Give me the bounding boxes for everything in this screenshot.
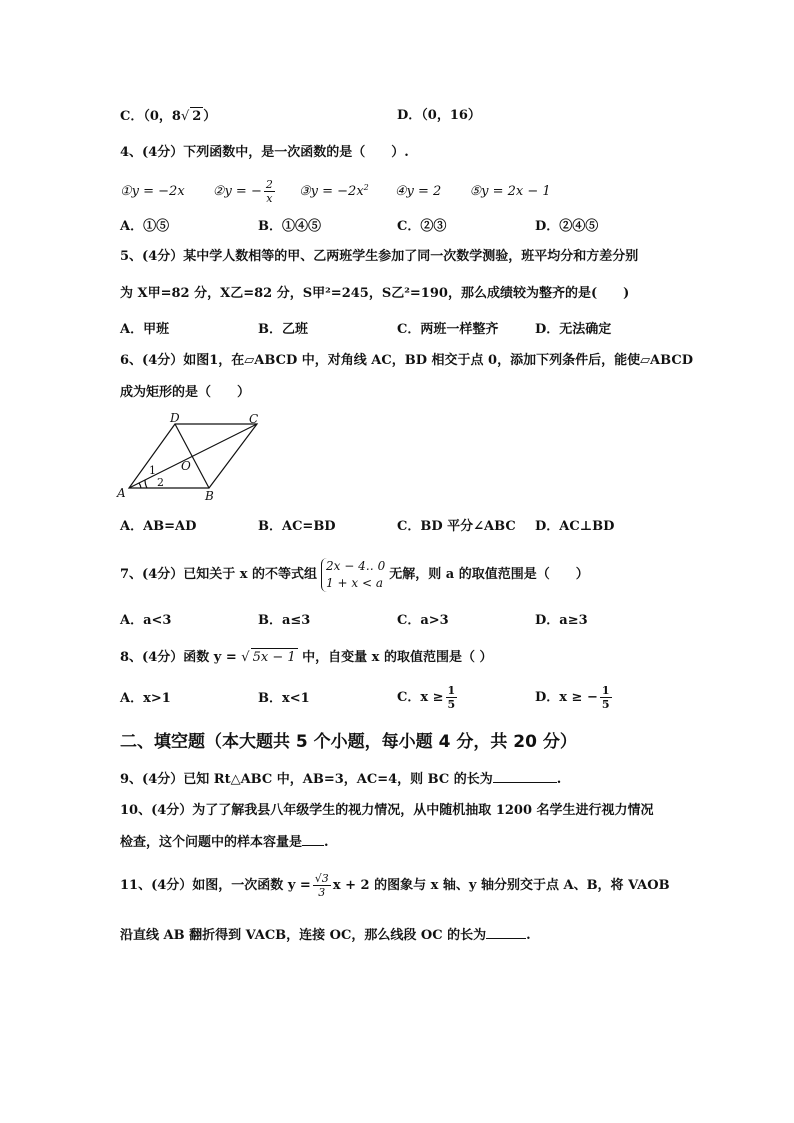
q10-stem-line2: 检查，这个问题中的样本容量是 . [120,835,329,850]
q7-option-d: D．a≥3 [535,613,588,628]
q8-option-a: A．x>1 [120,691,171,706]
q10-answer-blank[interactable] [302,833,324,846]
q4-option-c: C．②③ [397,219,447,234]
angle-arc-2 [139,483,141,488]
q10-stem: 10、(4分）为了了解我县八年级学生的视力情况，从中随机抽取 1200 名学生进行视力情况 [120,803,654,818]
label-a: A [117,486,126,500]
diagonal-ac [129,424,257,488]
q4-option-a: A．①⑤ [120,219,170,234]
label-b: B [205,489,214,503]
q4-option-d: D．②④⑤ [535,219,599,234]
q7-option-c: C．a>3 [397,613,449,628]
q6-option-d: D．AC⊥BD [535,519,615,534]
q6-option-b: B．AC=BD [258,519,336,534]
q9-answer-blank[interactable] [493,770,557,783]
angle-label-2: 2 [157,476,164,489]
q5-option-b: B．乙班 [258,322,308,337]
q7-inequality-system: 2x − 4‥ 0 1 + x < a [321,558,385,592]
q11-stem-line2: 沿直线 AB 翻折得到 VACB，连接 OC，那么线段 OC 的长为 . [120,928,531,943]
q5-option-c: C．两班一样整齐 [397,322,499,337]
diagonal-bd [175,424,209,488]
label-o: O [181,459,191,473]
q8-option-b: B．x<1 [258,691,310,706]
parallelogram-figure [115,412,275,504]
q8-stem: 8、(4分）函数 y = √ 5x − 1 中，自变量 x 的取值范围是（ ） [120,650,493,665]
q8-option-d: D．x ≥ − $\frac{1}{5}$ [535,684,610,711]
q7-option-a: A．a<3 [120,613,172,628]
q6-option-c: C．BD 平分∠ABC [397,519,516,534]
q5-stem-line2: 为 X甲=82 分，X乙=82 分，S甲²=245，S乙²=190，那么成绩较为整齐的是( ) [120,286,630,301]
angle-label-1: 1 [149,464,156,477]
q5-stem: 5、(4分）某中学人数相等的甲、乙两班学生参加了同一次数学测验，班平均分和方差分别 [120,249,639,264]
q11-stem: 11、(4分）如图，一次函数 y = $\frac{√3}{3}$ x + 2 的图象与 x 轴、y 轴分别交于点 A、B，将 VAOB [120,872,670,899]
q4-option-b: B．①④⑤ [258,219,321,234]
angle-arc-1 [145,480,147,488]
q8-option-c: C．x ≥ $\frac{1}{5}$ [397,684,456,711]
q4-functions: ①y = −2x ②y = − $\frac{2}{x}$ ③y = $-2x^2$ ④y = 2 ⑤y = 2x − 1 [120,178,551,205]
q3-option-c: C．（0，8√ 2 ） [120,109,217,124]
q3-option-d: D．（0，16） [397,108,481,123]
label-d: D [170,412,180,425]
q5-option-a: A．甲班 [120,322,170,337]
q6-option-a: A．AB=AD [120,519,197,534]
label-c: C [249,412,259,426]
q9-stem: 9、(4分）已知 Rt△ABC 中，AB=3，AC=4，则 BC 的长为 . [120,772,562,787]
q4-stem: 4、(4分）下列函数中，是一次函数的是（ ）. [120,145,409,160]
q6-stem: 6、(4分）如图1，在▱ABCD 中，对角线 AC，BD 相交于点 0，添加下列条件后，能使▱ABCD [120,353,693,368]
q5-option-d: D．无法确定 [535,322,612,337]
q11-answer-blank[interactable] [486,926,526,939]
q7-stem: 7、(4分）已知关于 x 的不等式组 2x − 4‥ 0 1 + x < a 无解，则 a 的取值范围是（ ） [120,558,589,590]
q7-option-b: B．a≤3 [258,613,311,628]
section-title-fill-in: 二、填空题（本大题共 5 个小题，每小题 4 分，共 20 分） [120,732,577,752]
q6-stem-line2: 成为矩形的是（ ） [120,385,251,400]
